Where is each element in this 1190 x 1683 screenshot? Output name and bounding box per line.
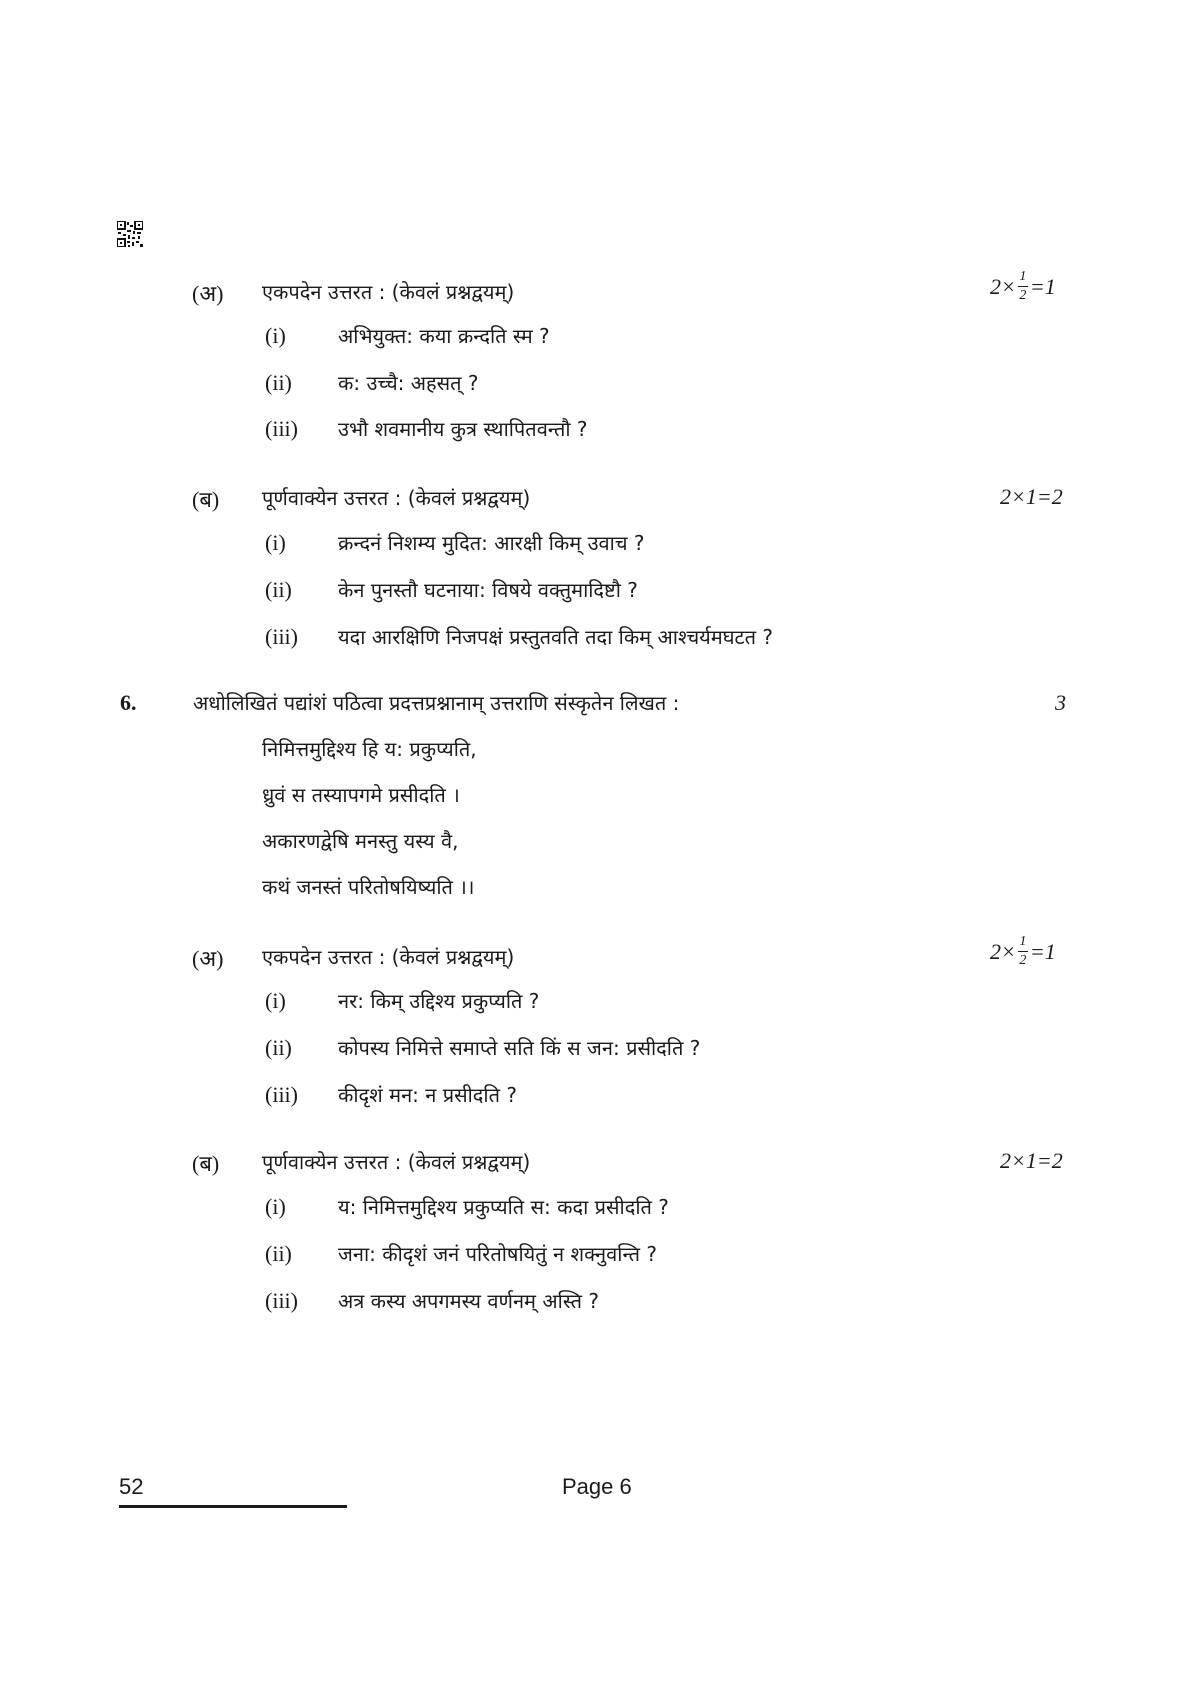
marks-fraction	[1018, 935, 1028, 968]
question-number: 6.	[120, 690, 137, 715]
fraction-numerator: 1	[1019, 934, 1027, 949]
question-item: अभियुक्त: कया क्रन्दति स्म ?	[338, 324, 550, 348]
part-b-instruction: पूर्णवाक्येन उत्तरत : (केवलं प्रश्नद्वयम्)	[262, 1150, 531, 1174]
item-number: (ii)	[265, 370, 292, 395]
question-item: यदा आरक्षिणि निजपक्षं प्रस्तुतवति तदा किम् आश्चर्यमघटत ?	[338, 625, 773, 649]
question-item: नर: किम् उद्दिश्य प्रकुप्यति ?	[338, 989, 540, 1013]
fraction-denominator: 2	[1019, 288, 1027, 303]
part-b-marks: 2×1=2	[1000, 1148, 1063, 1173]
item-number: (i)	[265, 323, 286, 348]
question-item: कीदृशं मन: न प्रसीदति ?	[338, 1083, 517, 1107]
item-number: (iii)	[265, 416, 298, 441]
item-number: (i)	[265, 988, 286, 1013]
question-instruction: अधोलिखितं पद्यांशं पठित्वा प्रदत्तप्रश्नानाम् उत्तराणि संस्कृतेन लिखत :	[193, 691, 680, 715]
question-item: कोपस्य निमित्ते समाप्ते सति किं स जन: प्रसीदति ?	[338, 1036, 701, 1060]
part-b-marks: 2×1=2	[1000, 484, 1063, 509]
verse-line: कथं जनस्तं परितोषयिष्यति ।।	[262, 875, 475, 899]
part-a-marks	[990, 935, 1056, 968]
paper-code: 52	[119, 1474, 144, 1499]
fraction-denominator: 2	[1019, 953, 1027, 968]
qr-code-icon	[117, 221, 143, 247]
question-item: क: उच्चै: अहसत् ?	[338, 371, 479, 395]
verse-line: निमित्तमुद्दिश्य हि य: प्रकुप्यति,	[262, 737, 477, 761]
question-item: केन पुनस्तौ घटनाया: विषये वक्तुमादिष्टौ ?	[338, 578, 638, 602]
item-number: (ii)	[265, 577, 292, 602]
part-b-label: (ब)	[192, 1151, 220, 1176]
item-number: (ii)	[265, 1035, 292, 1060]
question-item: अत्र कस्य अपगमस्य वर्णनम् अस्ति ?	[338, 1289, 599, 1313]
marks-multiplier: 2×	[990, 273, 1016, 299]
marks-result: =1	[1029, 273, 1056, 299]
part-b-instruction: पूर्णवाक्येन उत्तरत : (केवलं प्रश्नद्वयम्)	[262, 486, 531, 510]
item-number: (i)	[265, 1194, 286, 1219]
footer-rule	[119, 1505, 347, 1508]
part-a-instruction: एकपदेन उत्तरत : (केवलं प्रश्नद्वयम्)	[262, 945, 515, 969]
question-item: य: निमित्तमुद्दिश्य प्रकुप्यति स: कदा प्रसीदति ?	[338, 1195, 669, 1219]
verse-line: ध्रुवं स तस्यापगमे प्रसीदति ।	[262, 783, 460, 807]
item-number: (iii)	[265, 1082, 298, 1107]
item-number: (ii)	[265, 1241, 292, 1266]
verse-line: अकारणद्वेषि मनस्तु यस्य वै,	[262, 829, 459, 853]
item-number: (iii)	[265, 624, 298, 649]
question-item: क्रन्दनं निशम्य मुदित: आरक्षी किम् उवाच ?	[338, 531, 645, 555]
fraction-numerator: 1	[1019, 269, 1027, 284]
question-item: जना: कीदृशं जनं परितोषयितुं न शक्नुवन्ति ?	[338, 1242, 657, 1266]
question-marks: 3	[1055, 690, 1066, 715]
item-number: (iii)	[265, 1288, 298, 1313]
marks-result: =1	[1029, 938, 1056, 964]
part-a-instruction: एकपदेन उत्तरत : (केवलं प्रश्नद्वयम्)	[262, 280, 515, 304]
question-item: उभौ शवमानीय कुत्र स्थापितवन्तौ ?	[338, 417, 588, 441]
marks-multiplier: 2×	[990, 938, 1016, 964]
part-a-label: (अ)	[192, 281, 224, 306]
part-a-marks	[990, 270, 1056, 303]
part-b-label: (ब)	[192, 487, 220, 512]
marks-fraction	[1018, 270, 1028, 303]
part-a-label: (अ)	[192, 946, 224, 971]
item-number: (i)	[265, 530, 286, 555]
page-number: Page 6	[562, 1474, 632, 1499]
